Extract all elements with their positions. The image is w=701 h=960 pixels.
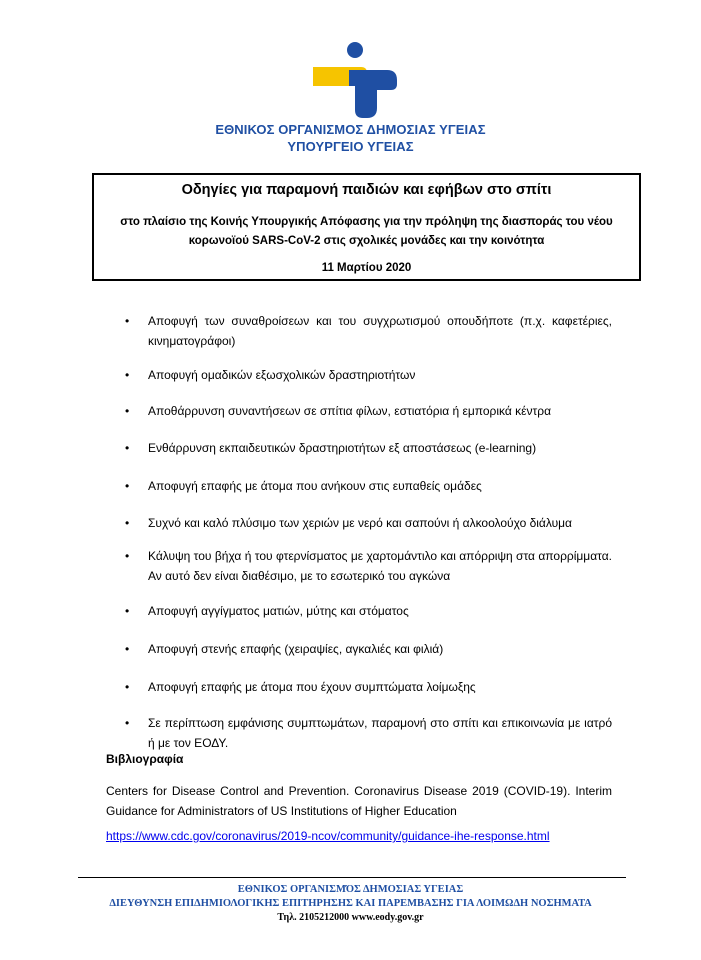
bibliography-heading: Βιβλιογραφία bbox=[106, 752, 184, 766]
bullet-icon: • bbox=[125, 516, 130, 530]
list-item bbox=[125, 365, 612, 385]
guideline-text: Αποφυγή ομαδικών εξωσχολικών δραστηριοτήτων bbox=[148, 368, 416, 382]
logo-dot bbox=[347, 42, 363, 58]
guideline-text: Αποφυγή στενής επαφής (χειραψίες, αγκαλιές και φιλιά) bbox=[148, 642, 444, 656]
footer-divider bbox=[78, 877, 626, 878]
guideline-text: Συχνό και καλό πλύσιμο των χεριών με νερό και σαπούνι ή αλκοολούχο διάλυμα bbox=[148, 516, 572, 530]
bullet-icon: • bbox=[125, 314, 130, 328]
footer-org-name: ΕΘΝΙΚΟΣ ΟΡΓΑΝΙΣΜΌΣ ΔΗΜΟΣΙΑΣ ΥΓΕΙΑΣ bbox=[237, 884, 464, 895]
list-item bbox=[125, 713, 612, 753]
document-title: Οδηγίες για παραμονή παιδιών και εφήβων στο σπίτι bbox=[181, 182, 552, 198]
bullet-icon: • bbox=[125, 680, 130, 694]
guideline-text: Κάλυψη του βήχα ή του φτερνίσματος με χαρτομάντιλο και απόρριψη στα απορρίμματα. Αν αυτό δεν είναι διαθέσιμο, με το εσωτερικό του αγκώνα bbox=[148, 549, 612, 583]
bullet-icon: • bbox=[125, 716, 130, 730]
list-item bbox=[125, 677, 612, 697]
list-item bbox=[125, 311, 612, 351]
bullet-icon: • bbox=[125, 549, 130, 563]
footer-contact: Τηλ. 2105212000 www.eody.gov.gr bbox=[277, 912, 424, 923]
guideline-text: Αποφυγή των συναθροίσεων και του συγχρωτισμού οπουδήποτε (π.χ. καφετέριες, κινηματογράφοι) bbox=[148, 314, 612, 348]
bullet-icon: • bbox=[125, 368, 130, 382]
ministry-name: ΥΠΟΥΡΓΕΙΟ ΥΓΕΙΑΣ bbox=[287, 139, 414, 154]
list-item bbox=[125, 476, 612, 496]
guideline-text: Αποφυγή επαφής με άτομα που ανήκουν στις ευπαθείς ομάδες bbox=[148, 479, 482, 493]
bibliography-entry: Centers for Disease Control and Prevention. Coronavirus Disease 2019 (COVID-19). Interim Guidance for Administrators of US Institutions of Higher Education bbox=[106, 784, 612, 818]
org-name: ΕΘΝΙΚΟΣ ΟΡΓΑΝΙΣΜΟΣ ΔΗΜΟΣΙΑΣ ΥΓΕΙΑΣ bbox=[215, 122, 486, 137]
title-box bbox=[92, 173, 641, 281]
guideline-text: Αποφυγή επαφής με άτομα που έχουν συμπτώματα λοίμωξης bbox=[148, 680, 476, 694]
list-item bbox=[125, 513, 612, 533]
list-item bbox=[125, 601, 612, 621]
guideline-text: Ενθάρρυνση εκπαιδευτικών δραστηριοτήτων εξ αποστάσεως (e-learning) bbox=[148, 441, 537, 455]
eody-logo-icon bbox=[305, 40, 405, 120]
bullet-icon: • bbox=[125, 604, 130, 618]
list-item bbox=[125, 546, 612, 586]
bullet-icon: • bbox=[125, 441, 130, 455]
list-item bbox=[125, 639, 612, 659]
bullet-icon: • bbox=[125, 479, 130, 493]
list-item bbox=[125, 438, 612, 458]
guideline-text: Σε περίπτωση εμφάνισης συμπτωμάτων, παραμονή στο σπίτι και επικοινωνία με ιατρό ή με τον ΕΟΔΥ. bbox=[148, 716, 612, 750]
bullet-icon: • bbox=[125, 642, 130, 656]
list-item bbox=[125, 401, 612, 421]
footer-department: ΔΙΕΥΘΥΝΣΗ ΕΠΙΔΗΜΙΟΛΟΓΙΚΗΣ ΕΠΙΤΗΡΗΣΗΣ ΚΑΙ ΠΑΡΕΜΒΑΣΗΣ ΓΙΑ ΛΟΙΜΩΔΗ ΝΟΣΗΜΑΤΑ bbox=[109, 898, 592, 909]
document-date: 11 Μαρτίου 2020 bbox=[321, 262, 412, 274]
bibliography-link[interactable]: https://www.cdc.gov/coronavirus/2019-ncov/community/guidance-ihe-response.html bbox=[106, 829, 550, 843]
document-subtitle: στο πλαίσιο της Κοινής Υπουργικής Απόφασης για την πρόληψη της διασποράς του νέου κορωνοϊού SARS-CoV-2 στις σχολικές μονάδες και την κοινότητα bbox=[120, 216, 613, 247]
guideline-text: Αποφυγή αγγίγματος ματιών, μύτης και στόματος bbox=[148, 604, 409, 618]
guideline-text: Αποθάρρυνση συναντήσεων σε σπίτια φίλων, εστιατόρια ή εμπορικά κέντρα bbox=[148, 404, 552, 418]
logo-blue-stroke bbox=[349, 70, 397, 118]
bullet-icon: • bbox=[125, 404, 130, 418]
